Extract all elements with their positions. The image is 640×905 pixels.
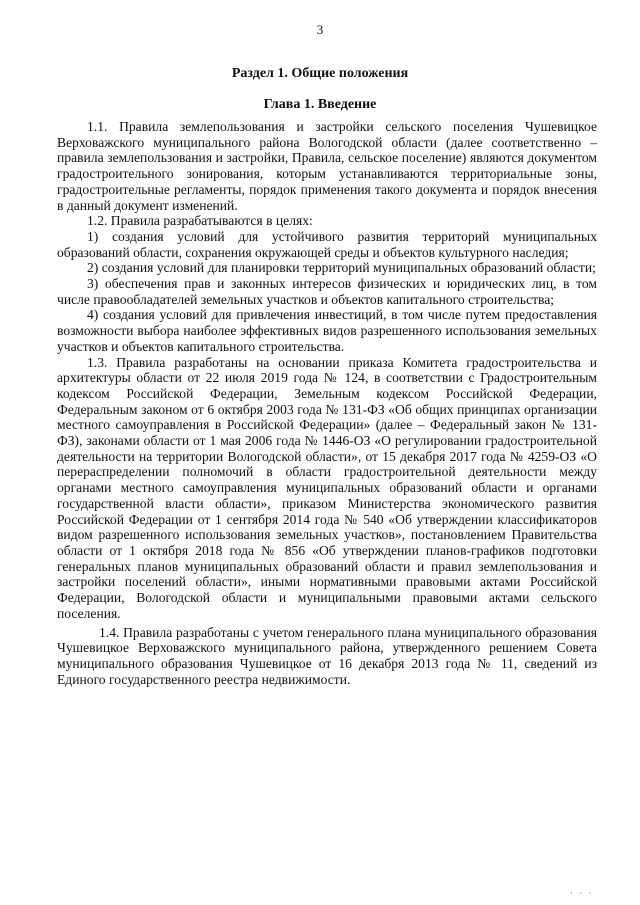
section-title: Раздел 1. Общие положения: [231, 66, 409, 81]
chapter-title: Глава 1. Введение: [263, 97, 377, 112]
list-item-3: 3) обеспечения прав и законных интересов физических и юридических лиц, в том числе правообладателей земельных участков и объектов капитального строительства;: [57, 276, 597, 307]
paragraph-1-4: 1.4. Правила разработаны с учетом генерального плана муниципального образования Чушевицкое Верховажского муниципального района, утвержденного решением Совета муниципального образования Чушевицкое от 16 декабря 2013 года № 11, сведений из Единого государственного реестра недвижимости.: [57, 624, 597, 687]
list-item-4: 4) создания условий для привлечения инвестиций, в том числе путем предоставления возможности выбора наиболее эффективных видов разрешенного использования земельных участков и объектов капитального строительства.: [57, 307, 597, 354]
document-body: [57, 119, 597, 687]
list-item-1: 1) создания условий для устойчивого развития территорий муниципальных образований области, сохранения окружающей среды и объектов культурного наследия;: [57, 228, 597, 260]
paragraph-1-1: 1.1. Правила землепользования и застройки сельского поселения Чушевицкое Верховажского муниципального района Вологодской области (далее соответственно – правила землепользования и застройки, Правила, сельское поселение) являются документом градостроительного зонирования, которым устанавливаются территориальные зоны, градостроительные регламенты, порядок применения такого документа и порядок внесения в данный документ изменений.: [57, 119, 597, 213]
scan-marks: · · ·: [570, 888, 594, 898]
page-number: 3: [316, 22, 324, 37]
list-item-2: 2) создания условий для планировки территорий муниципальных образований области;: [87, 260, 596, 276]
paragraph-1-3: 1.3. Правила разработаны на основании приказа Комитета градостроительства и архитектуры области от 22 июля 2019 года № 124, в соответствии с Градостроительным кодексом Российской Федерации, Земельным кодексом Российской Федерации, Федеральным законом от 6 октября 2003 года № 131-ФЗ «Об общих принципах организации местного самоуправления в Российской Федерации» (далее – Федеральный закон № 131-ФЗ), законами области от 1 мая 2006 года № 1446-ОЗ «О регулировании градостроительной деятельности на территории Вологодской области», от 15 декабря 2017 года № 4259-ОЗ «О перераспределении полномочий в области градостроительной деятельности между органами местного самоуправления муниципальных образований области и органами государственной власти области», приказом Министерства экономического развития Российской Федерации от 1 сентября 2014 года № 540 «Об утверждении классификаторов видом разрешенного использования земельных участков», постановлением Правительства области от 1 октября 2018 года № 856 «Об утверждении планов-графиков подготовки генеральных планов муниципальных образований области и правил землепользования и застройки поселений области», иными нормативными правовыми актами Российской Федерации, Вологодской области и муниципальными правовыми актами сельского поселения.: [57, 354, 597, 621]
paragraph-1-2: 1.2. Правила разрабатываются в целях:: [87, 213, 313, 229]
